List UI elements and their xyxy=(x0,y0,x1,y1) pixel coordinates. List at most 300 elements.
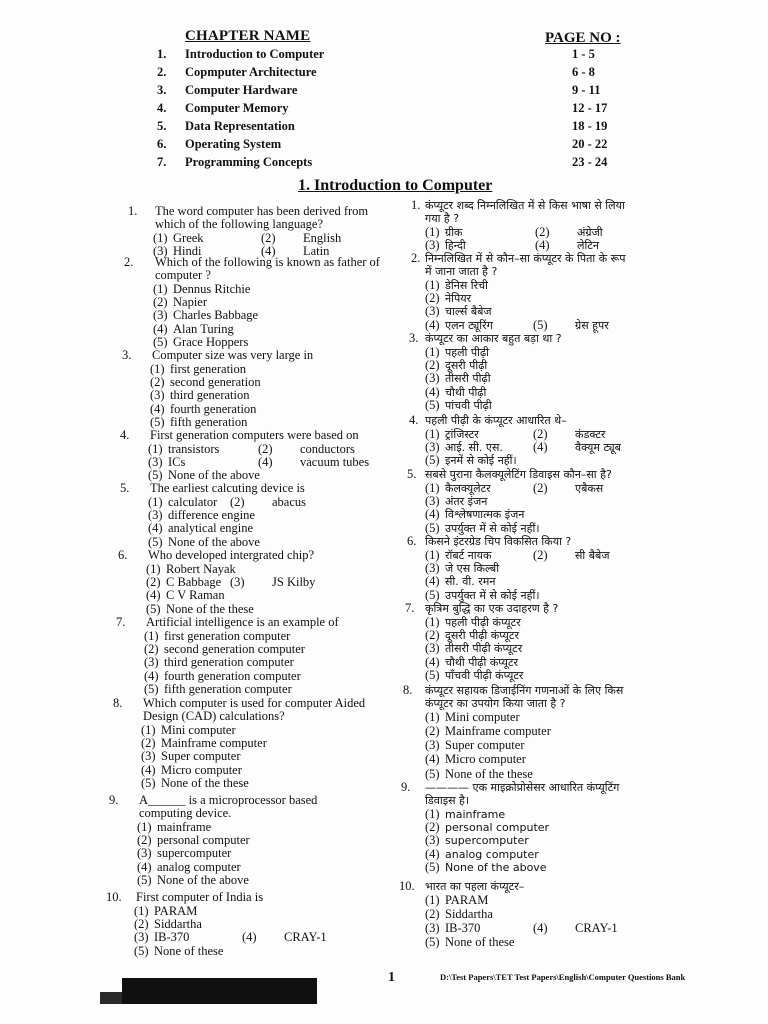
option-text: fourth generation computer xyxy=(164,668,301,683)
option-row xyxy=(425,399,492,412)
option-number: (2) xyxy=(141,736,156,751)
option-text: नेपियर xyxy=(445,292,472,306)
option-number: (3) xyxy=(425,560,440,575)
options-list xyxy=(153,283,258,349)
option-row xyxy=(425,908,514,922)
option-text: Siddartha xyxy=(154,916,202,931)
toc-page-range: 20 - 22 xyxy=(572,137,608,151)
question-text: ———— एक माइक्रोप्रोसेसर आधारित कंप्यूटिंग डिवाइस है। xyxy=(425,781,620,808)
question-number: 7. xyxy=(116,615,126,629)
question-text: निम्नलिखित में से कौन–सा कंप्यूटर के पिता के रूप में जाना जाता है ? xyxy=(425,252,626,279)
option-text: C Babbage xyxy=(166,574,222,589)
page-number: 1 xyxy=(388,970,395,985)
option-text: पांचवी पीढ़ी xyxy=(445,398,492,412)
question-number: 5. xyxy=(407,467,417,481)
option-number: (2) xyxy=(425,724,440,739)
option-number: (1) xyxy=(144,628,159,643)
toc-row xyxy=(0,137,768,154)
toc-number: 5. xyxy=(157,119,167,133)
option-row xyxy=(425,725,551,739)
options-list xyxy=(425,224,603,253)
toc-row xyxy=(0,119,768,136)
question-number: 8. xyxy=(403,683,413,697)
option-text: उपर्युक्त में से कोई नहीं। xyxy=(445,521,540,535)
options-list xyxy=(425,616,523,682)
question-text: किसने इंटरग्रेड चिप विकसित किया ? xyxy=(425,535,572,548)
option-text: second generation xyxy=(170,374,261,389)
option-text: Mini computer xyxy=(161,722,236,737)
option-number: (3) xyxy=(153,244,168,259)
option-row xyxy=(153,309,258,322)
option-text: None of the above xyxy=(168,534,260,549)
option-text: Latin xyxy=(303,244,330,259)
option-text: आई. सी. एस. xyxy=(445,440,503,454)
option-number: (5) xyxy=(134,943,149,958)
option-text: personal computer xyxy=(445,821,550,835)
option-number: (1) xyxy=(425,806,440,821)
option-row xyxy=(425,936,514,950)
toc-number: 1. xyxy=(157,47,167,61)
option-text: वैक्यूम ट्यूब xyxy=(575,440,621,454)
option-number: (4) xyxy=(144,668,159,683)
option-row xyxy=(425,616,523,629)
option-text: चौथी पीढ़ी कंप्यूटर xyxy=(445,655,519,669)
question-number: 6. xyxy=(407,534,417,548)
option-number: (1) xyxy=(425,426,440,441)
redaction-bar xyxy=(100,992,122,1004)
option-number: (4) xyxy=(533,439,548,454)
option-number: (5) xyxy=(425,453,440,468)
options-list xyxy=(425,711,551,782)
option-number: (4) xyxy=(242,930,257,945)
toc-chapter-name: Programming Concepts xyxy=(185,155,313,169)
option-number: (2) xyxy=(425,627,440,642)
option-number: (1) xyxy=(425,480,440,495)
options-list xyxy=(144,630,305,696)
option-number: (2) xyxy=(153,295,168,310)
question-number: 9. xyxy=(401,780,411,794)
option-number: (5) xyxy=(425,587,440,602)
option-row xyxy=(425,495,539,508)
option-row xyxy=(153,323,258,336)
option-text: डेनिस रिची xyxy=(445,278,488,292)
question-number: 2. xyxy=(124,255,134,269)
option-row xyxy=(153,230,342,245)
option-text: None of the above xyxy=(445,861,547,875)
option-number: (2) xyxy=(425,820,440,835)
option-number: (3) xyxy=(425,833,440,848)
option-text: Dennus Ritchie xyxy=(173,281,251,296)
option-row xyxy=(425,768,551,782)
option-text: Hindi xyxy=(173,244,202,259)
options-list xyxy=(150,363,261,429)
option-number: (5) xyxy=(146,601,161,616)
question-number: 3. xyxy=(409,331,419,345)
option-text: उपर्युक्त में से कोई नहीं। xyxy=(445,588,540,602)
option-number: (4) xyxy=(533,921,548,936)
option-number: (4) xyxy=(535,238,550,253)
option-number: (1) xyxy=(425,344,440,359)
option-text: PARAM xyxy=(445,892,489,907)
option-text: तीसरी पीढ़ी xyxy=(445,372,491,386)
option-number: (1) xyxy=(425,547,440,562)
option-text: Grace Hoppers xyxy=(173,335,249,350)
option-text: fifth generation computer xyxy=(164,681,292,696)
option-text: Super computer xyxy=(161,749,241,764)
question-text: कंप्यूटर शब्द निम्नलिखित में से किस भाषा से लिया गया है ? xyxy=(425,199,625,226)
option-text: Micro computer xyxy=(161,762,242,777)
option-number: (3) xyxy=(425,304,440,319)
options-list xyxy=(148,494,307,549)
option-text: कैलक्यूलेटर xyxy=(445,481,491,495)
option-number: (4) xyxy=(261,244,276,259)
toc-page-range: 23 - 24 xyxy=(572,155,608,169)
question-text: Artificial intelligence is an example of xyxy=(146,615,339,629)
option-number: (4) xyxy=(148,521,163,536)
option-number: (5) xyxy=(137,873,152,888)
options-list xyxy=(134,903,327,958)
option-text: एलन ट्यूरिंग xyxy=(445,318,493,332)
option-text: first generation xyxy=(170,361,247,376)
option-row xyxy=(148,441,355,456)
option-number: (4) xyxy=(425,654,440,669)
option-row xyxy=(425,454,517,467)
option-row xyxy=(425,359,492,372)
option-text: जे एस किल्बी xyxy=(445,561,500,575)
option-row xyxy=(425,642,523,655)
option-text: तीसरी पीढ़ी कंप्यूटर xyxy=(445,642,523,656)
toc-chapter-name: Data Representation xyxy=(185,119,295,133)
option-number: (4) xyxy=(141,762,156,777)
option-number: (2) xyxy=(425,357,440,372)
option-row xyxy=(425,711,551,725)
option-number: (1) xyxy=(425,224,440,239)
toc-number: 2. xyxy=(157,65,167,79)
option-text: Super computer xyxy=(445,738,525,753)
option-number: (3) xyxy=(134,930,149,945)
options-list xyxy=(425,547,610,602)
option-number: (1) xyxy=(153,230,168,245)
option-number: (3) xyxy=(230,574,245,589)
option-row xyxy=(425,753,551,767)
option-row xyxy=(425,317,609,332)
option-number: (2) xyxy=(144,641,159,656)
option-number: (3) xyxy=(150,388,165,403)
option-number: (2) xyxy=(533,426,548,441)
option-number: (2) xyxy=(533,480,548,495)
question-number: 4. xyxy=(120,428,130,442)
question-number: 10. xyxy=(399,879,415,893)
option-row xyxy=(146,589,254,602)
option-row xyxy=(425,346,492,359)
option-text: analog computer xyxy=(445,847,539,861)
option-text: English xyxy=(303,230,342,245)
option-text: third generation computer xyxy=(164,655,294,670)
option-number: (5) xyxy=(533,317,548,332)
options-list xyxy=(146,561,316,616)
option-number: (4) xyxy=(425,752,440,767)
option-number: (3) xyxy=(148,454,163,469)
option-text: दूसरी पीढ़ी xyxy=(445,358,488,372)
option-row xyxy=(425,292,493,305)
option-row xyxy=(144,656,305,669)
toc-row xyxy=(0,83,768,100)
option-row xyxy=(141,777,267,790)
option-text: fourth generation xyxy=(170,401,257,416)
option-number: (3) xyxy=(425,641,440,656)
option-row xyxy=(137,834,250,847)
toc-page-range: 6 - 8 xyxy=(572,65,595,79)
question-number: 10. xyxy=(106,890,122,904)
option-number: (4) xyxy=(150,401,165,416)
option-text: Charles Babbage xyxy=(173,308,259,323)
option-row xyxy=(150,389,261,402)
option-row xyxy=(425,894,514,908)
option-number: (5) xyxy=(425,766,440,781)
option-row xyxy=(150,376,261,389)
option-row xyxy=(425,821,549,834)
option-number: (2) xyxy=(535,224,550,239)
option-number: (1) xyxy=(425,892,440,907)
option-number: (1) xyxy=(425,614,440,629)
option-number: (5) xyxy=(141,776,156,791)
option-row xyxy=(425,386,492,399)
toc-number: 3. xyxy=(157,83,167,97)
options-list xyxy=(148,441,370,483)
option-text: analytical engine xyxy=(168,521,254,536)
toc-number: 7. xyxy=(157,155,167,169)
option-number: (5) xyxy=(425,397,440,412)
toc-row xyxy=(0,47,768,64)
option-number: (1) xyxy=(153,281,168,296)
option-number: (1) xyxy=(148,494,163,509)
option-text: ग्रीक xyxy=(445,225,463,239)
option-row xyxy=(144,643,305,656)
option-text: Robert Nayak xyxy=(166,561,236,576)
option-text: Siddartha xyxy=(445,906,493,921)
redaction-bar xyxy=(122,978,317,1004)
option-row xyxy=(141,764,267,777)
option-row xyxy=(425,808,549,821)
option-row xyxy=(425,439,621,454)
options-list xyxy=(425,480,604,535)
toc-row xyxy=(0,155,768,172)
option-text: second generation computer xyxy=(164,641,305,656)
toc-number: 4. xyxy=(157,101,167,115)
option-row xyxy=(144,630,305,643)
option-row xyxy=(425,238,599,253)
option-row xyxy=(148,509,260,522)
option-text: Alan Turing xyxy=(173,321,234,336)
option-number: (2) xyxy=(137,833,152,848)
option-text: None of the these xyxy=(166,601,254,616)
option-text: PARAM xyxy=(154,903,198,918)
option-row xyxy=(153,283,258,296)
option-text: पहली पीढ़ी xyxy=(445,345,490,359)
file-path: D:\Test Papers\TET Test Papers\English\Computer Questions Bank xyxy=(440,972,686,982)
option-number: (2) xyxy=(150,374,165,389)
option-row xyxy=(425,305,493,318)
option-text: None of the above xyxy=(168,468,260,483)
option-text: ICs xyxy=(168,454,186,469)
option-number: (1) xyxy=(148,441,163,456)
option-text: विश्लेषणात्मक इंजन xyxy=(445,508,525,522)
options-list xyxy=(425,346,492,412)
option-text: सी. वी. रमन xyxy=(445,575,496,589)
option-number: (2) xyxy=(230,494,245,509)
question-number: 1. xyxy=(128,204,138,218)
option-text: अंतर इंजन xyxy=(445,494,488,508)
option-text: Mainframe computer xyxy=(445,724,551,739)
option-number: (2) xyxy=(261,230,276,245)
option-row xyxy=(134,918,223,931)
option-number: (5) xyxy=(150,414,165,429)
option-text: abacus xyxy=(272,494,307,509)
option-row xyxy=(146,574,316,589)
question-text: कृत्रिम बुद्धि का एक उदाहरण है ? xyxy=(425,602,559,615)
option-text: difference engine xyxy=(168,507,255,522)
option-number: (1) xyxy=(425,277,440,292)
question-text: The word computer has been derived from which of the following language? xyxy=(155,204,369,232)
option-row xyxy=(153,296,258,309)
option-number: (3) xyxy=(141,749,156,764)
option-number: (3) xyxy=(425,738,440,753)
question-text: A______ is a microprocessor based computing device. xyxy=(139,793,318,821)
option-number: (5) xyxy=(425,935,440,950)
question-text: Who developed intergrated chip? xyxy=(148,548,315,562)
option-row xyxy=(425,562,539,575)
option-row xyxy=(146,563,254,576)
toc-chapter-name: Copmputer Architecture xyxy=(185,65,317,79)
options-list xyxy=(141,724,267,790)
option-text: सी बैबेज xyxy=(575,548,610,562)
options-list xyxy=(425,277,609,332)
option-row xyxy=(425,669,523,682)
option-text: vacuum tubes xyxy=(300,454,370,469)
option-number: (4) xyxy=(258,454,273,469)
option-number: (4) xyxy=(425,574,440,589)
options-list xyxy=(425,426,621,468)
question-text: The earliest calcuting device is xyxy=(150,481,305,495)
option-row xyxy=(425,372,492,385)
option-text: कंडक्टर xyxy=(575,427,606,441)
option-number: (3) xyxy=(153,308,168,323)
option-row xyxy=(425,522,539,535)
option-text: IB-370 xyxy=(445,921,481,936)
toc-row xyxy=(0,101,768,118)
option-number: (2) xyxy=(425,291,440,306)
option-row xyxy=(425,547,610,562)
option-row xyxy=(137,861,250,874)
option-row xyxy=(425,629,523,642)
option-number: (5) xyxy=(148,468,163,483)
option-text: mainframe xyxy=(445,807,506,821)
option-text: चौथी पीढ़ी xyxy=(445,385,487,399)
option-number: (2) xyxy=(146,574,161,589)
option-number: (1) xyxy=(134,903,149,918)
option-text: Micro computer xyxy=(445,752,526,767)
option-text: ग्रेस हूपर xyxy=(575,318,609,332)
option-number: (3) xyxy=(425,238,440,253)
option-number: (3) xyxy=(425,371,440,386)
option-row xyxy=(144,683,305,696)
option-number: (4) xyxy=(425,317,440,332)
option-row xyxy=(137,874,250,887)
option-number: (5) xyxy=(153,335,168,350)
option-number: (3) xyxy=(137,846,152,861)
option-text: पाँचवी पीढ़ी कंप्यूटर xyxy=(445,668,524,682)
option-row xyxy=(141,750,267,763)
option-text: इनमें से कोई नहीं। xyxy=(445,454,517,468)
option-row xyxy=(134,945,223,958)
option-number: (5) xyxy=(425,667,440,682)
option-number: (2) xyxy=(258,441,273,456)
option-row xyxy=(425,921,618,936)
option-row xyxy=(425,861,549,874)
question-text: कंप्यूटर का आकार बहुत बड़ा था ? xyxy=(425,332,562,345)
option-row xyxy=(150,403,261,416)
option-number: (3) xyxy=(425,493,440,508)
question-number: 9. xyxy=(109,793,119,807)
option-text: personal computer xyxy=(157,833,250,848)
option-text: हिन्दी xyxy=(445,239,466,253)
option-text: calculator xyxy=(168,494,218,509)
option-number: (2) xyxy=(533,547,548,562)
option-row xyxy=(150,363,261,376)
question-number: 3. xyxy=(122,348,132,362)
section-title: 1. Introduction to Computer xyxy=(298,177,493,194)
option-row xyxy=(425,739,551,753)
question-number: 2. xyxy=(411,251,421,265)
option-text: Mainframe computer xyxy=(161,736,267,751)
toc-page-range: 18 - 19 xyxy=(572,119,608,133)
option-text: conductors xyxy=(300,441,355,456)
toc-page-header: PAGE NO : xyxy=(545,30,621,46)
option-row xyxy=(425,426,606,441)
option-text: दूसरी पीढ़ी कंप्यूटर xyxy=(445,628,519,642)
option-text: Napier xyxy=(173,295,208,310)
question-number: 5. xyxy=(120,481,130,495)
option-text: चार्ल्स बैबेज xyxy=(445,305,492,319)
option-text: ट्रांजिस्टर xyxy=(445,427,479,441)
question-text: सबसे पुराना कैलक्यूलेटिंग डिवाइस कौन–सा है? xyxy=(425,468,612,481)
question-text: First generation computers were based on xyxy=(150,428,359,442)
option-row xyxy=(425,575,539,588)
question-text: Which computer is used for computer Aided Design (CAD) calculations? xyxy=(143,696,366,724)
option-text: None of the these xyxy=(445,766,533,781)
option-row xyxy=(141,737,267,750)
option-number: (5) xyxy=(425,520,440,535)
option-row xyxy=(148,454,370,469)
option-number: (4) xyxy=(137,859,152,874)
option-row xyxy=(134,930,327,945)
option-text: third generation xyxy=(170,388,250,403)
option-text: supercomputer xyxy=(445,834,529,848)
option-row xyxy=(425,480,604,495)
question-text: पहली पीढ़ी के कंप्यूटर आधारित थे– xyxy=(425,414,567,427)
question-text: कंप्यूटर सहायक डिजाईनिंग गणनाओं के लिए किस कंप्यूटर का उपयोग किया जाता है ? xyxy=(425,684,624,711)
toc-number: 6. xyxy=(157,137,167,151)
option-text: None of these xyxy=(154,943,224,958)
options-list xyxy=(137,821,250,887)
toc-page-range: 12 - 17 xyxy=(572,101,608,115)
option-text: रॉबर्ट नायक xyxy=(445,548,492,562)
option-row xyxy=(141,724,267,737)
option-row xyxy=(148,522,260,535)
option-text: mainframe xyxy=(157,819,212,834)
option-text: C V Raman xyxy=(166,588,225,603)
question-number: 7. xyxy=(405,601,415,615)
